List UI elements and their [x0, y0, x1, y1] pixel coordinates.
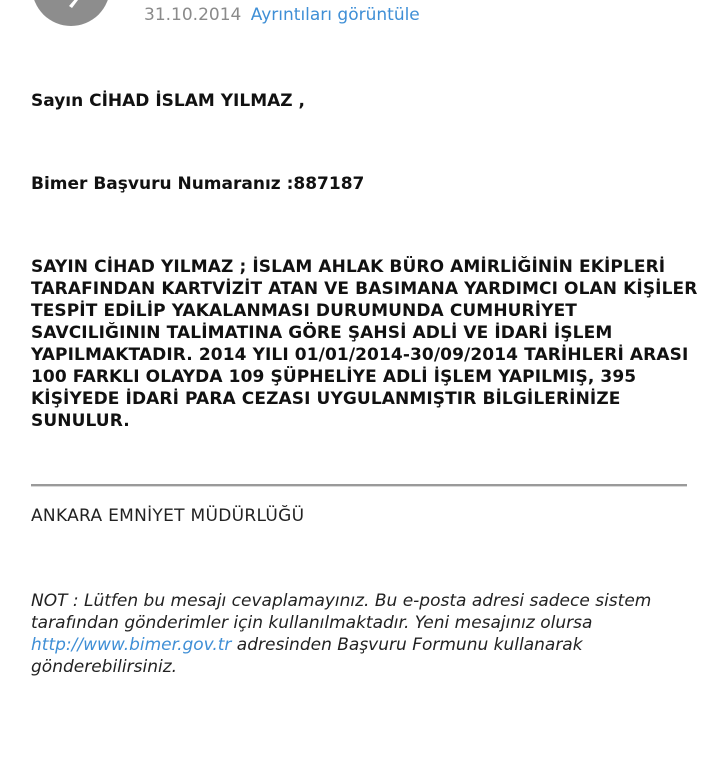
message-line: TESPİT EDİLİP YAKALANMASI DURUMUNDA CUMHURİYET — [31, 301, 577, 321]
view-details-link[interactable]: Ayrıntıları görüntüle — [250, 5, 420, 25]
note-line: tarafından gönderimler için kullanılmaktadır. Yeni mesajınız olursa — [31, 613, 593, 633]
message-line: TARAFINDAN KARTVİZİT ATAN VE BASIMANA YARDIMCI OLAN KİŞİLER — [31, 279, 698, 299]
sender-avatar[interactable] — [32, 0, 110, 26]
application-number: Bimer Başvuru Numaranız :887187 — [31, 174, 365, 194]
message-meta — [144, 4, 420, 26]
divider — [31, 484, 687, 487]
message-line: 100 FARKLI OLAYDA 109 ŞÜPHELİYE ADLİ İŞLEM YAPILMIŞ, 395 — [31, 367, 637, 387]
footer-note — [31, 590, 691, 678]
message-line: SAVCILIĞININ TALİMATINA GÖRE ŞAHSİ ADLİ VE İDARİ İŞLEM — [31, 323, 613, 343]
department-signature: ANKARA EMNİYET MÜDÜRLÜĞÜ — [31, 506, 305, 526]
bimer-website-link[interactable]: http://www.bimer.gov.tr — [31, 635, 232, 655]
note-line — [31, 634, 691, 656]
message-text — [31, 256, 698, 432]
message-line: KİŞİYEDE İDARİ PARA CEZASI UYGULANMIŞTIR BİLGİLERİNİZE — [31, 389, 621, 409]
note-line: NOT : Lütfen bu mesajı cevaplamayınız. Bu e-posta adresi sadece sistem — [31, 591, 652, 611]
message-line: YAPILMAKTADIR. 2014 YILI 01/01/2014-30/09/2014 TARİHLERİ ARASI — [31, 345, 689, 365]
message-line: SAYIN CİHAD YILMAZ ; İSLAM AHLAK BÜRO AMİRLİĞİNİN EKİPLERİ — [31, 257, 666, 277]
message-date: 31.10.2014 — [144, 5, 242, 25]
salutation: Sayın CİHAD İSLAM YILMAZ , — [31, 91, 305, 111]
person-icon — [32, 0, 110, 26]
note-line-text: adresinden Başvuru Formunu kullanarak — [231, 635, 583, 655]
message-line: SUNULUR. — [31, 411, 130, 431]
note-line: gönderebilirsiniz. — [31, 657, 178, 677]
